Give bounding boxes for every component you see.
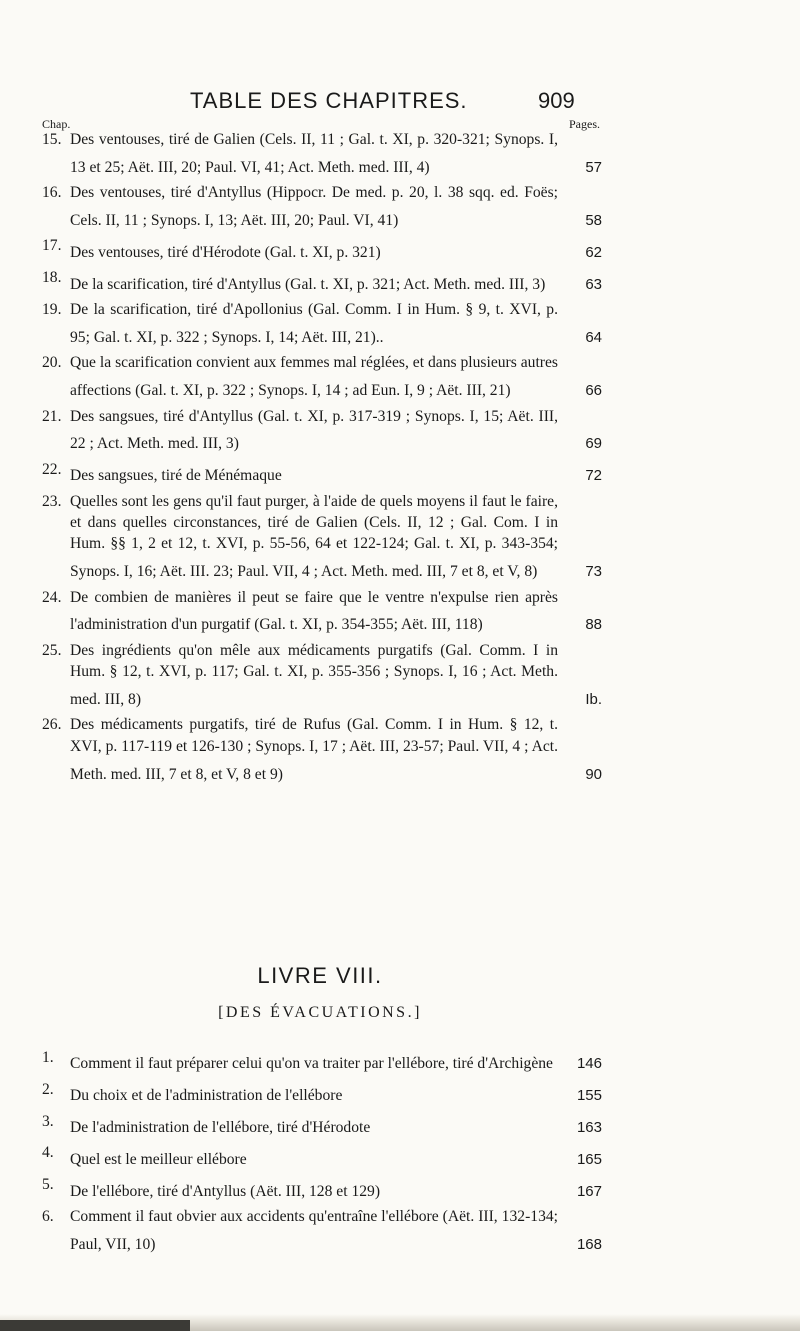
chapter-number: 1. bbox=[42, 1049, 54, 1066]
toc-entry bbox=[42, 406, 602, 455]
toc-entry bbox=[42, 459, 602, 487]
chapter-title bbox=[70, 352, 602, 401]
chapter-title bbox=[70, 459, 602, 487]
chapter-number: 2. bbox=[42, 1080, 54, 1098]
chapter-number: 22. bbox=[42, 460, 62, 478]
chapter-number: 16. bbox=[42, 184, 62, 202]
chapter-number: 3. bbox=[42, 1112, 54, 1130]
chapter-title bbox=[70, 1079, 602, 1107]
chapter-title-text: Quelles sont les gens qu'il faut purger, à l'aide de quels moyens il faut le faire, et dans quelles circonstances, tiré de Galien (Cels. II, 12 ; Gal. Com. I in Hum. §§ 1, 2 et 12, t. XVI, p. 55-56, 64 et 122-124; Gal. t. XI, p. 343-354; Synops. I, 16; Aët. III. 23; Paul. VII, 4 ; Act. Meth. med. III, 7 et 8, et V, 8) bbox=[70, 492, 558, 581]
page-reference: 69 bbox=[585, 435, 602, 453]
page-reference: 165 bbox=[576, 1150, 602, 1168]
book-heading: LIVRE VIII. bbox=[257, 963, 383, 988]
page-reference: 66 bbox=[585, 382, 602, 400]
page-reference: 63 bbox=[585, 275, 602, 293]
chapter-title bbox=[70, 1047, 602, 1075]
chapter-number: 19. bbox=[42, 301, 62, 319]
chapter-number: 24. bbox=[42, 588, 62, 606]
chapter-title-text: Des sangsues, tiré de Ménémaque bbox=[70, 467, 282, 485]
page-reference: 64 bbox=[585, 328, 602, 346]
chapter-title bbox=[70, 714, 602, 785]
page-reference: 163 bbox=[576, 1119, 602, 1137]
chapter-title-text: Des ventouses, tiré d'Hérodote (Gal. t. XI, p. 321) bbox=[70, 243, 381, 261]
toc-entry bbox=[42, 352, 602, 401]
toc-entry bbox=[42, 1111, 602, 1139]
chapter-title-text: Que la scarification convient aux femmes mal réglées, et dans plusieurs autres affections (Gal. t. XI, p. 322 ; Synops. I, 14 ; ad Eun. I, 9 ; Aët. III, 21) bbox=[70, 354, 558, 400]
chapter-title-text: Des ventouses, tiré de Galien (Cels. II, 11 ; Gal. t. XI, p. 320-321; Synops. I, 13 et 25; Aët. III, 20; Paul. VI, 41; Act. Meth. med. III, 4) bbox=[70, 131, 558, 176]
chapter-title-text: Du choix et de l'administration de l'ellébore bbox=[70, 1087, 343, 1105]
page-reference: 146 bbox=[576, 1055, 602, 1073]
page-reference: 155 bbox=[576, 1087, 602, 1105]
toc-entry bbox=[42, 491, 602, 583]
toc-list-top bbox=[42, 129, 602, 789]
chapter-number: 4. bbox=[42, 1144, 54, 1162]
page-reference: 57 bbox=[585, 158, 602, 176]
chapter-title bbox=[70, 587, 602, 636]
chapter-title bbox=[70, 1142, 602, 1170]
toc-entry bbox=[42, 267, 602, 295]
toc-entry bbox=[42, 235, 602, 263]
chapter-title-text: Des ventouses, tiré d'Antyllus (Hippocr. De med. p. 20, l. 38 sqq. ed. Foës; Cels. II, 11 ; Synops. I, 13; Aët. III, 20; Paul. VI, 41) bbox=[70, 184, 558, 230]
toc-entry bbox=[42, 129, 602, 178]
page-reference: 73 bbox=[585, 563, 602, 581]
chapter-title-text: Comment il faut préparer celui qu'on va traiter par l'ellébore, tiré d'Archigène bbox=[70, 1055, 553, 1073]
chapter-title bbox=[70, 1174, 602, 1202]
chapter-title bbox=[70, 299, 602, 348]
chapter-title-text: Des médicaments purgatifs, tiré de Rufus (Gal. Comm. I in Hum. § 12, t. XVI, p. 117-119 et 126-130 ; Synops. I, 17 ; Aët. III, 23-57; Paul. VII, 4 ; Act. Meth. med. III, 7 et 8, et V, 8 et 9) bbox=[70, 716, 558, 783]
chapter-title bbox=[70, 1206, 602, 1255]
page-number: 909 bbox=[538, 88, 575, 113]
toc-entry bbox=[42, 299, 602, 348]
pages-column-heading: Pages. bbox=[569, 117, 600, 131]
chapter-title-text: Des sangsues, tiré d'Antyllus (Gal. t. XI, p. 317-319 ; Synops. I, 15; Aët. III, 22 ; Act. Meth. med. III, 3) bbox=[70, 407, 558, 453]
toc-entry bbox=[42, 640, 602, 711]
chapter-title bbox=[70, 491, 602, 583]
chapter-column-heading: Chap. bbox=[42, 117, 71, 131]
page-reference: 62 bbox=[585, 243, 602, 261]
chapter-title-text: De l'administration de l'ellébore, tiré d'Hérodote bbox=[70, 1119, 371, 1137]
chapter-title bbox=[70, 129, 602, 178]
chapter-number: 6. bbox=[42, 1208, 54, 1226]
page-reference: 90 bbox=[585, 765, 602, 783]
chapter-title bbox=[70, 1111, 602, 1139]
chapter-number: 20. bbox=[42, 354, 62, 372]
chapter-number: 15. bbox=[42, 131, 62, 148]
page-reference: 72 bbox=[585, 467, 602, 485]
book-subheading: [DES ÉVACUATIONS.] bbox=[218, 1004, 422, 1021]
running-title: TABLE DES CHAPITRES. bbox=[190, 88, 468, 113]
chapter-number: 17. bbox=[42, 237, 62, 255]
chapter-title-text: De combien de manières il peut se faire que le ventre n'expulse rien après l'administration d'un purgatif (Gal. t. XI, p. 354-355; Aët. III, 118) bbox=[70, 588, 558, 634]
chapter-number: 21. bbox=[42, 407, 62, 425]
toc-entry bbox=[42, 1079, 602, 1107]
chapter-title-text: De l'ellébore, tiré d'Antyllus (Aët. III, 128 et 129) bbox=[70, 1182, 381, 1200]
chapter-title bbox=[70, 640, 602, 711]
chapter-title bbox=[70, 182, 602, 231]
chapter-title-text: Des ingrédients qu'on mêle aux médicaments purgatifs (Gal. Comm. I in Hum. § 12, t. XVI, p. 117; Gal. t. XI, p. 355-356 ; Synops. I, 16 ; Act. Meth. med. III, 8) bbox=[70, 641, 558, 708]
chapter-title-text: Comment il faut obvier aux accidents qu'entraîne l'ellébore (Aët. III, 132-134; Paul, VII, 10) bbox=[70, 1208, 558, 1253]
page-reference: 168 bbox=[576, 1235, 602, 1253]
toc-entry bbox=[42, 182, 602, 231]
page-reference: 88 bbox=[585, 616, 602, 634]
toc-list-bottom bbox=[42, 1047, 602, 1259]
chapter-title bbox=[70, 406, 602, 455]
toc-entry bbox=[42, 1047, 602, 1075]
page-reference: 58 bbox=[585, 212, 602, 230]
chapter-title-text: De la scarification, tiré d'Antyllus (Gal. t. XI, p. 321; Act. Meth. med. III, 3) bbox=[70, 275, 546, 293]
chapter-number: 23. bbox=[42, 492, 62, 510]
toc-entry bbox=[42, 714, 602, 785]
toc-entry bbox=[42, 1142, 602, 1170]
chapter-title-text: Quel est le meilleur ellébore bbox=[70, 1150, 247, 1168]
chapter-title bbox=[70, 267, 602, 295]
chapter-title bbox=[70, 235, 602, 263]
page-edge-binding bbox=[0, 1320, 190, 1331]
chapter-title-text: De la scarification, tiré d'Apollonius (Gal. Comm. I in Hum. § 9, t. XVI, p. 95; Gal. t. XI, p. 322 ; Synops. I, 14; Aët. III, 21).. bbox=[70, 301, 558, 346]
toc-entry bbox=[42, 587, 602, 636]
toc-entry bbox=[42, 1174, 602, 1202]
page-reference: Ib. bbox=[585, 691, 602, 708]
chapter-number: 5. bbox=[42, 1176, 54, 1194]
chapter-number: 18. bbox=[42, 269, 62, 287]
chapter-number: 25. bbox=[42, 641, 62, 659]
chapter-number: 26. bbox=[42, 716, 62, 734]
page-reference: 167 bbox=[576, 1182, 602, 1200]
toc-entry bbox=[42, 1206, 602, 1255]
